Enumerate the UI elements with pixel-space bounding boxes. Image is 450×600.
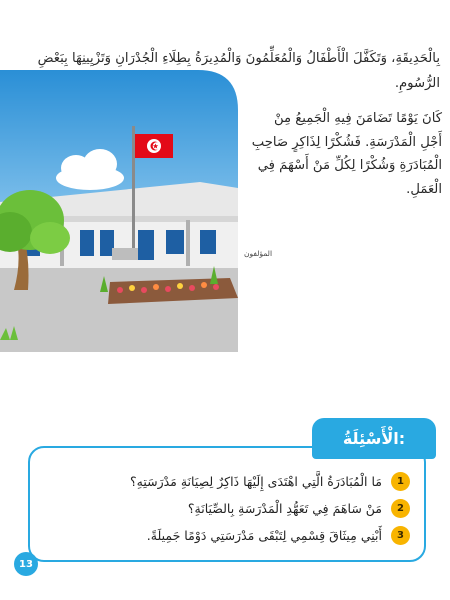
page-number: 13: [14, 552, 38, 576]
question-text: مَنْ سَاهَمَ فِي تَعَهُّدِ الْمَدْرَسَةِ بِالصِّيَانَةِ؟: [187, 501, 382, 516]
question-text: أَبْنِي مِيثَاقَ قِسْمِي لِتَبْقَى مَدْرَسَتِي دَوْمًا جَمِيلَةً.: [146, 528, 382, 543]
story-line: كَانَ يَوْمًا تَضَامَنَ فِيهِ الْجَمِيعُ مِنْ: [273, 111, 442, 126]
question-number-badge: 3: [391, 526, 410, 545]
question-number-badge: 2: [391, 499, 410, 518]
question-number-badge: 1: [391, 472, 410, 491]
schoolyard: [0, 260, 238, 352]
question-item: [40, 495, 410, 522]
questions-box: [28, 446, 426, 562]
questions-title: الْأَسْئِلَةُ:: [312, 418, 436, 459]
story-text-right: [246, 107, 442, 201]
story-line: أَجْلِ الْمَدْرَسَةِ. فَشُكْرًا لِذَاكِرٍ صَاحِبِ: [251, 134, 442, 150]
question-item: [40, 522, 410, 549]
authors-signature: المؤلفون: [244, 249, 273, 258]
questions-list: [40, 468, 410, 549]
question-text: مَا الْمُبَادَرَةُ الَّتِي اهْتَدَى إِلَيْهَا ذَاكِرٌ لِصِيَانَةِ مَدْرَسَتِهِ؟: [129, 474, 382, 489]
story-line: الرُّسُومِ.: [394, 76, 440, 91]
school-illustration: [0, 70, 238, 352]
story-line: الْعَمَلِ.: [406, 181, 442, 197]
question-item: [40, 468, 410, 495]
story-line: الْمُبَادَرَةِ وَشُكْرًا لِكُلِّ مَنْ أَسْهَمَ فِي: [257, 158, 442, 173]
story-line: بِالْحَدِيقَةِ، وَتَكَفَّلَ الْأَطْفَالُ وَالْمُعَلِّمُونَ وَالْمُدِيرَةُ بِطِلَاءِ الْجُدْرَانِ وَتَزْيِينِهَا بِبَعْضِ: [37, 51, 440, 66]
